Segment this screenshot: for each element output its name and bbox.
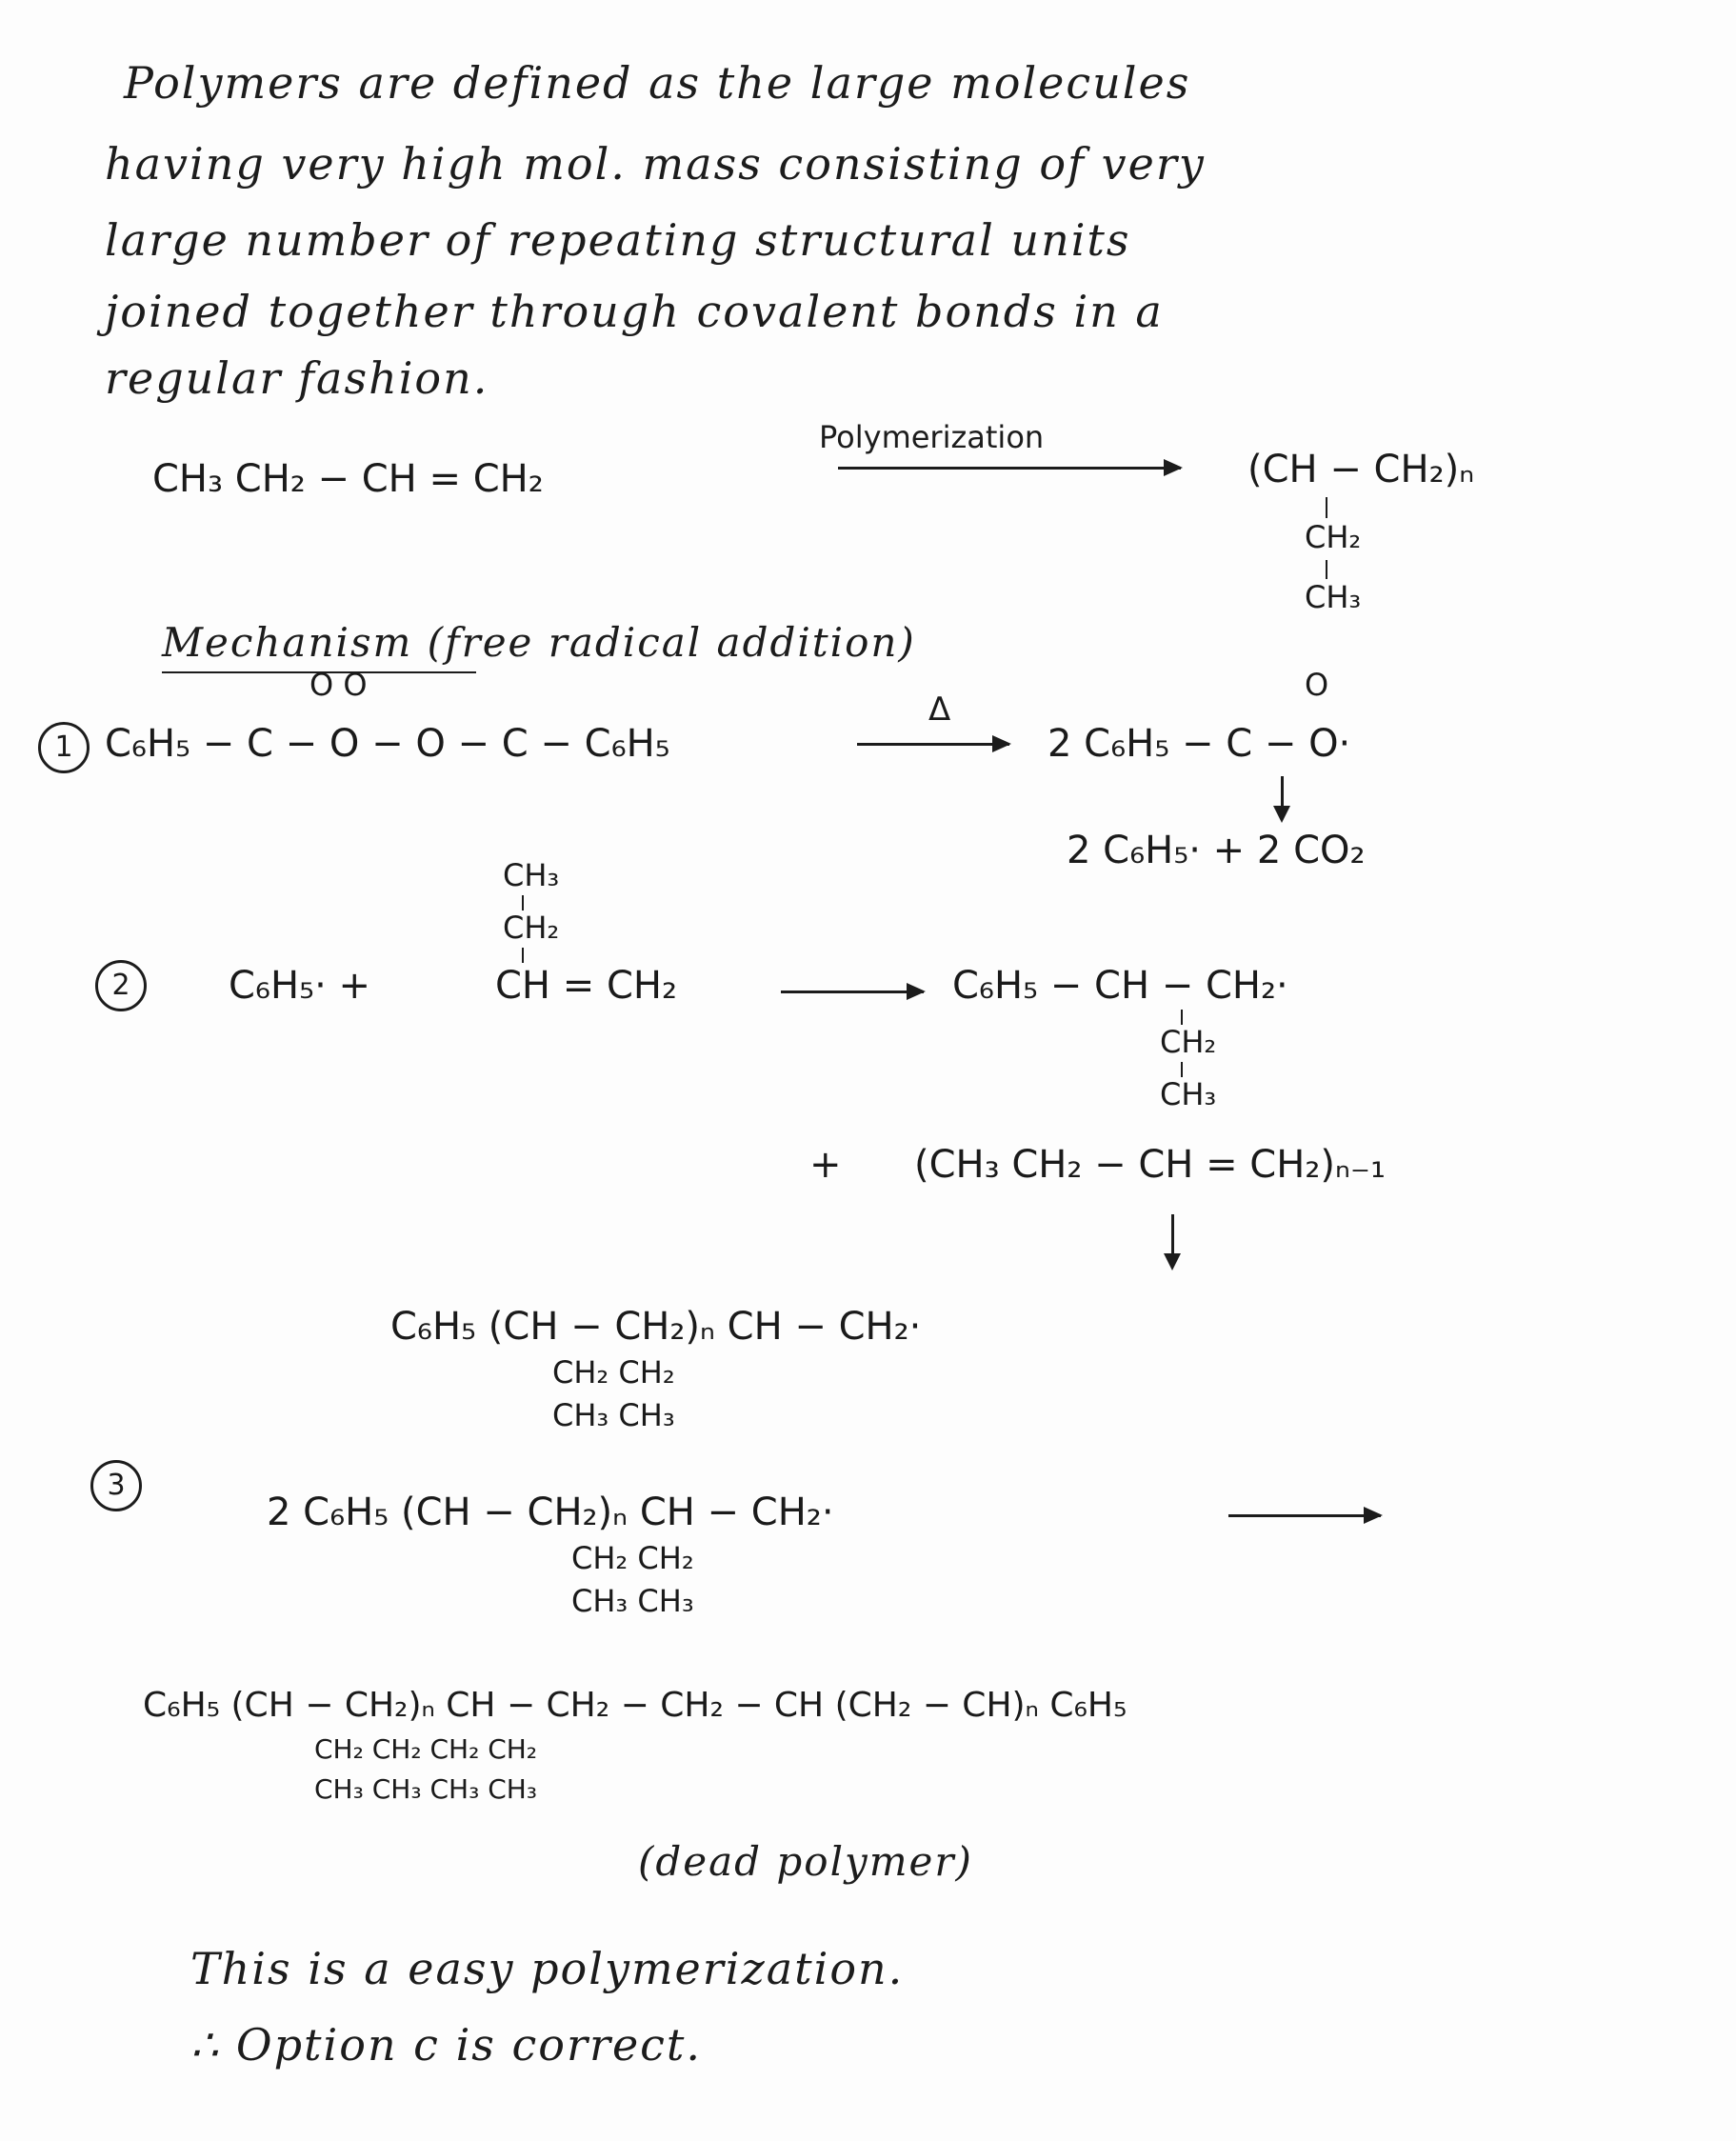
step-3-product-branch-1: CH₂ CH₂ CH₂ CH₂ bbox=[314, 1733, 538, 1765]
definition-line-2: having very high mol. mass consisting of very bbox=[105, 138, 1206, 190]
step-2-marker: 2 bbox=[95, 960, 147, 1011]
step-2-chain-branch-2: CH₃ CH₃ bbox=[552, 1397, 675, 1433]
step-2-product-branch-1: CH₂ bbox=[1160, 1024, 1217, 1060]
step-2-monomer: CH = CH₂ bbox=[495, 964, 677, 1008]
step-1-product-oxygen: O bbox=[1305, 667, 1329, 703]
step-3-reactant: 2 C₆H₅ (CH − CH₂)ₙ CH − CH₂· bbox=[267, 1491, 834, 1534]
step-3-product-branch-2: CH₃ CH₃ CH₃ CH₃ bbox=[314, 1773, 538, 1805]
step-2-product-bond-1 bbox=[1181, 1010, 1183, 1025]
overall-reaction-arrow bbox=[838, 467, 1181, 470]
definition-line-5: regular fashion. bbox=[105, 352, 489, 404]
overall-bond-1 bbox=[1326, 497, 1327, 518]
definition-line-1: Polymers are defined as the large molecules bbox=[124, 57, 1191, 109]
step-1-down-arrow bbox=[1281, 776, 1284, 819]
step-3-reactant-branch-2: CH₃ CH₃ bbox=[571, 1583, 694, 1619]
overall-branch-1: CH₂ bbox=[1305, 519, 1362, 555]
overall-reactant: CH₃ CH₂ − CH = CH₂ bbox=[152, 457, 544, 501]
mechanism-heading: Mechanism (free radical addition) bbox=[162, 619, 916, 666]
definition-line-4: joined together through covalent bonds in a bbox=[105, 286, 1164, 337]
step-2-arrow bbox=[781, 990, 924, 993]
step-1-reactant: C₆H₅ − C − O − O − C − C₆H₅ bbox=[105, 722, 670, 766]
step-3-reactant-branch-1: CH₂ CH₂ bbox=[571, 1540, 694, 1576]
step-2-down-arrow bbox=[1171, 1214, 1174, 1267]
conclusion-line-2: ∴ Option c is correct. bbox=[190, 2019, 703, 2071]
step-2-product-branch-2: CH₃ bbox=[1160, 1076, 1217, 1112]
step-3-label: (dead polymer) bbox=[638, 1838, 973, 1885]
step-2-monomer-top-1: CH₂ bbox=[503, 910, 560, 946]
step-2-radical: C₆H₅· + bbox=[229, 964, 371, 1008]
step-3-product: C₆H₅ (CH − CH₂)ₙ CH − CH₂ − CH₂ − CH (CH₂ − CH)ₙ C₆H₅ bbox=[143, 1686, 1127, 1725]
overall-bond-2 bbox=[1326, 560, 1327, 579]
step-2-product-bond-2 bbox=[1181, 1062, 1183, 1077]
step-2-product: C₆H₅ − CH − CH₂· bbox=[952, 964, 1288, 1008]
conclusion-line-1: This is a easy polymerization. bbox=[190, 1943, 905, 1994]
overall-branch-2: CH₃ bbox=[1305, 579, 1362, 615]
step-1-condition: Δ bbox=[928, 690, 951, 729]
step-2-chain: C₆H₅ (CH − CH₂)ₙ CH − CH₂· bbox=[390, 1305, 922, 1349]
overall-arrow-label: Polymerization bbox=[819, 419, 1045, 455]
step-2-chain-branch-1: CH₂ CH₂ bbox=[552, 1354, 675, 1391]
step-2-more-monomer: (CH₃ CH₂ − CH = CH₂)ₙ₋₁ bbox=[914, 1143, 1387, 1187]
definition-line-3: large number of repeating structural units bbox=[105, 214, 1131, 266]
step-2-monomer-bond-1 bbox=[522, 948, 524, 963]
step-3-marker: 3 bbox=[90, 1460, 142, 1511]
step-1-product: 2 C₆H₅ − C − O· bbox=[1048, 722, 1351, 766]
step-2-monomer-top-2: CH₃ bbox=[503, 857, 560, 893]
overall-product: (CH − CH₂)ₙ bbox=[1247, 448, 1475, 491]
step-2-plus: + bbox=[809, 1143, 842, 1187]
step-1-marker: 1 bbox=[38, 722, 90, 773]
step-2-monomer-bond-2 bbox=[522, 895, 524, 910]
step-1-arrow bbox=[857, 743, 1009, 746]
step-3-arrow bbox=[1228, 1514, 1381, 1517]
step-1-oxygen-marks: O O bbox=[309, 667, 368, 703]
step-1-product-2: 2 C₆H₅· + 2 CO₂ bbox=[1067, 829, 1366, 872]
